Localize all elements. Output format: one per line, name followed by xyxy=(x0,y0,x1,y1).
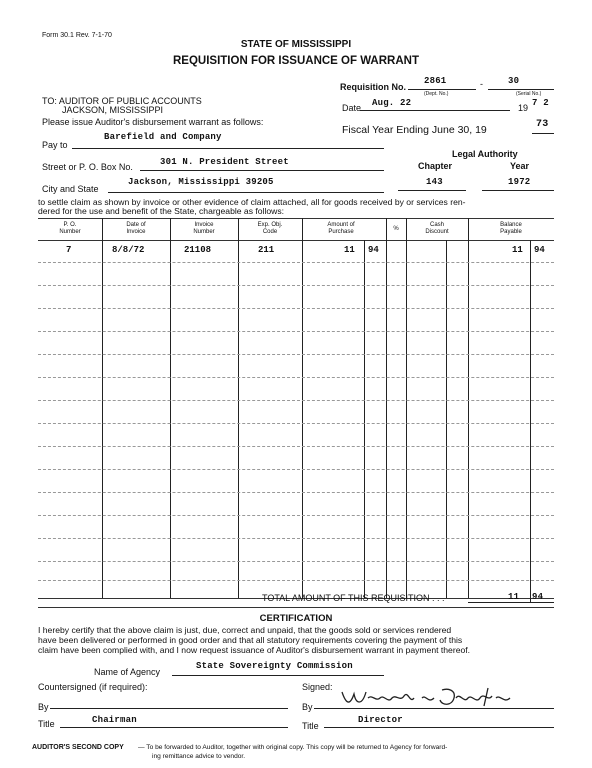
by-label-right: By xyxy=(302,702,313,712)
row-rule xyxy=(38,331,554,332)
settle-text-2: dered for the use and benefit of the State, chargeable as follows: xyxy=(38,206,285,216)
city-line xyxy=(108,192,384,193)
cell-amount-cents: 94 xyxy=(368,245,379,255)
to-line: TO: AUDITOR OF PUBLIC ACCOUNTS xyxy=(42,96,202,106)
cell-code: 211 xyxy=(258,245,275,255)
state-heading: STATE OF MISSISSIPPI xyxy=(240,39,352,50)
date-year-prefix: 19 xyxy=(518,103,529,113)
date-line xyxy=(360,110,510,111)
date-value: Aug. 22 xyxy=(372,98,412,108)
row-rule xyxy=(38,423,554,424)
row-rule xyxy=(38,308,554,309)
table-header-border xyxy=(38,240,554,241)
requisition-dept-line xyxy=(408,89,476,90)
date-label: Date xyxy=(342,103,362,113)
footer-label: AUDITOR'S SECOND COPY xyxy=(32,744,124,751)
dept-caption: (Dept. No.) xyxy=(424,91,449,97)
col-divider xyxy=(302,218,303,598)
certification-line-1: I hereby certify that the above claim is just, due, correct and unpaid, that the goods sold or services rendered xyxy=(38,625,452,635)
footer-line-2: ing remittance advice to vendor. xyxy=(152,753,246,760)
col-header-invoice: Invoice Number xyxy=(193,222,215,235)
street-line xyxy=(140,170,384,171)
row-rule xyxy=(38,354,554,355)
serial-caption: (Serial No.) xyxy=(516,91,542,97)
requisition-dept-no: 2861 xyxy=(424,76,447,86)
col-divider xyxy=(468,218,469,598)
total-line xyxy=(468,602,554,603)
date-year-suffix: 7 2 xyxy=(532,98,549,108)
col-divider xyxy=(102,218,103,598)
title-line-right xyxy=(324,727,554,728)
year-line xyxy=(482,190,554,191)
year-value: 1972 xyxy=(508,177,531,187)
total-rule xyxy=(38,607,554,608)
row-rule xyxy=(38,400,554,401)
fiscal-label: Fiscal Year Ending June 30, 19 xyxy=(342,124,487,136)
left-title-value: Chairman xyxy=(92,715,137,725)
right-title-value: Director xyxy=(358,715,403,725)
signed-label: Signed: xyxy=(302,682,333,692)
row-rule xyxy=(38,469,554,470)
title-label-right: Title xyxy=(302,721,319,731)
city-value: Jackson, Mississippi 39205 xyxy=(128,177,274,187)
signature-image xyxy=(338,684,528,712)
table-top-border xyxy=(38,218,554,219)
pay-to-label: Pay to xyxy=(42,140,68,150)
cell-date: 8/8/72 xyxy=(112,245,145,255)
form-number: Form 30.1 Rev. 7-1-70 xyxy=(42,32,112,39)
year-label: Year xyxy=(510,161,530,171)
col-divider xyxy=(238,218,239,598)
row-rule xyxy=(38,538,554,539)
requisition-dash: - xyxy=(480,79,483,89)
col-header-percent: % xyxy=(393,226,399,232)
agency-value: State Sovereignty Commission xyxy=(196,661,353,671)
settle-text-1: to settle claim as shown by invoice or other evidence of claim attached, all for goods received by or services ren- xyxy=(38,197,466,207)
by-line-left xyxy=(50,708,288,709)
fiscal-value: 73 xyxy=(536,119,549,130)
total-label: TOTAL AMOUNT OF THIS REQUISITION . . . xyxy=(262,593,445,603)
total-dollars: 11 xyxy=(508,592,520,602)
legal-authority-label: Legal Authority xyxy=(452,149,518,159)
col-divider xyxy=(170,218,171,598)
row-rule xyxy=(38,580,554,581)
to-city: JACKSON, MISSISSIPPI xyxy=(62,105,164,115)
certification-line-2: have been delivered or performed in good order and that all statutory requirements covering the payment of this xyxy=(38,635,463,645)
chapter-label: Chapter xyxy=(418,161,453,171)
please-issue: Please issue Auditor's disbursement warrant as follows: xyxy=(42,117,264,127)
cell-amount-dollars: 11 xyxy=(344,245,355,255)
col-cents-divider xyxy=(446,240,447,598)
form-title: REQUISITION FOR ISSUANCE OF WARRANT xyxy=(173,55,419,67)
fiscal-line xyxy=(532,133,554,134)
requisition-label: Requisition No. xyxy=(340,82,406,92)
pay-to-value: Barefield and Company xyxy=(104,132,222,142)
certification-line-3: claim have been complied with, and I now request issuance of Auditor's disbursement warrant in payment thereof. xyxy=(38,645,471,655)
col-header-discount: Cash Discount xyxy=(425,222,449,235)
cell-balance-cents: 94 xyxy=(534,245,545,255)
agency-label: Name of Agency xyxy=(94,667,161,677)
cell-invoice: 21108 xyxy=(184,245,212,255)
col-divider xyxy=(406,218,407,598)
row-rule xyxy=(38,446,554,447)
footer-line-1: — To be forwarded to Auditor, together with original copy. This copy will be returned to Agency for forward- xyxy=(138,744,448,751)
title-line-left xyxy=(60,727,288,728)
city-label: City and State xyxy=(42,184,99,194)
by-label-left: By xyxy=(38,702,49,712)
row-rule xyxy=(38,515,554,516)
row-rule xyxy=(38,561,554,562)
requisition-serial-line xyxy=(488,89,554,90)
row-rule xyxy=(38,262,554,263)
col-cents-divider xyxy=(364,240,365,598)
cell-balance-dollars: 11 xyxy=(512,245,523,255)
col-cents-divider xyxy=(530,240,531,598)
cell-po: 7 xyxy=(66,245,72,255)
col-divider xyxy=(386,218,387,598)
col-header-date: Date of Invoice xyxy=(126,222,146,235)
row-rule xyxy=(38,492,554,493)
title-label-left: Title xyxy=(38,719,55,729)
chapter-line xyxy=(398,190,466,191)
total-cents: 94 xyxy=(532,592,544,602)
row-rule xyxy=(38,285,554,286)
pay-to-line xyxy=(72,148,384,149)
certification-heading: CERTIFICATION xyxy=(259,613,333,624)
col-header-code: Exp. Obj. Code xyxy=(257,222,283,235)
street-value: 301 N. President Street xyxy=(160,157,289,167)
total-cents-divider xyxy=(530,588,531,602)
col-header-balance: Balance Payable xyxy=(500,222,522,235)
chapter-value: 143 xyxy=(426,177,443,187)
agency-line xyxy=(172,675,384,676)
row-rule xyxy=(38,377,554,378)
street-label: Street or P. O. Box No. xyxy=(42,162,133,172)
col-header-po: P. O. Number xyxy=(59,222,81,235)
requisition-serial-no: 30 xyxy=(508,76,520,86)
countersigned-label: Countersigned (if required): xyxy=(38,682,148,692)
col-header-amount: Amount of Purchase xyxy=(327,222,355,235)
